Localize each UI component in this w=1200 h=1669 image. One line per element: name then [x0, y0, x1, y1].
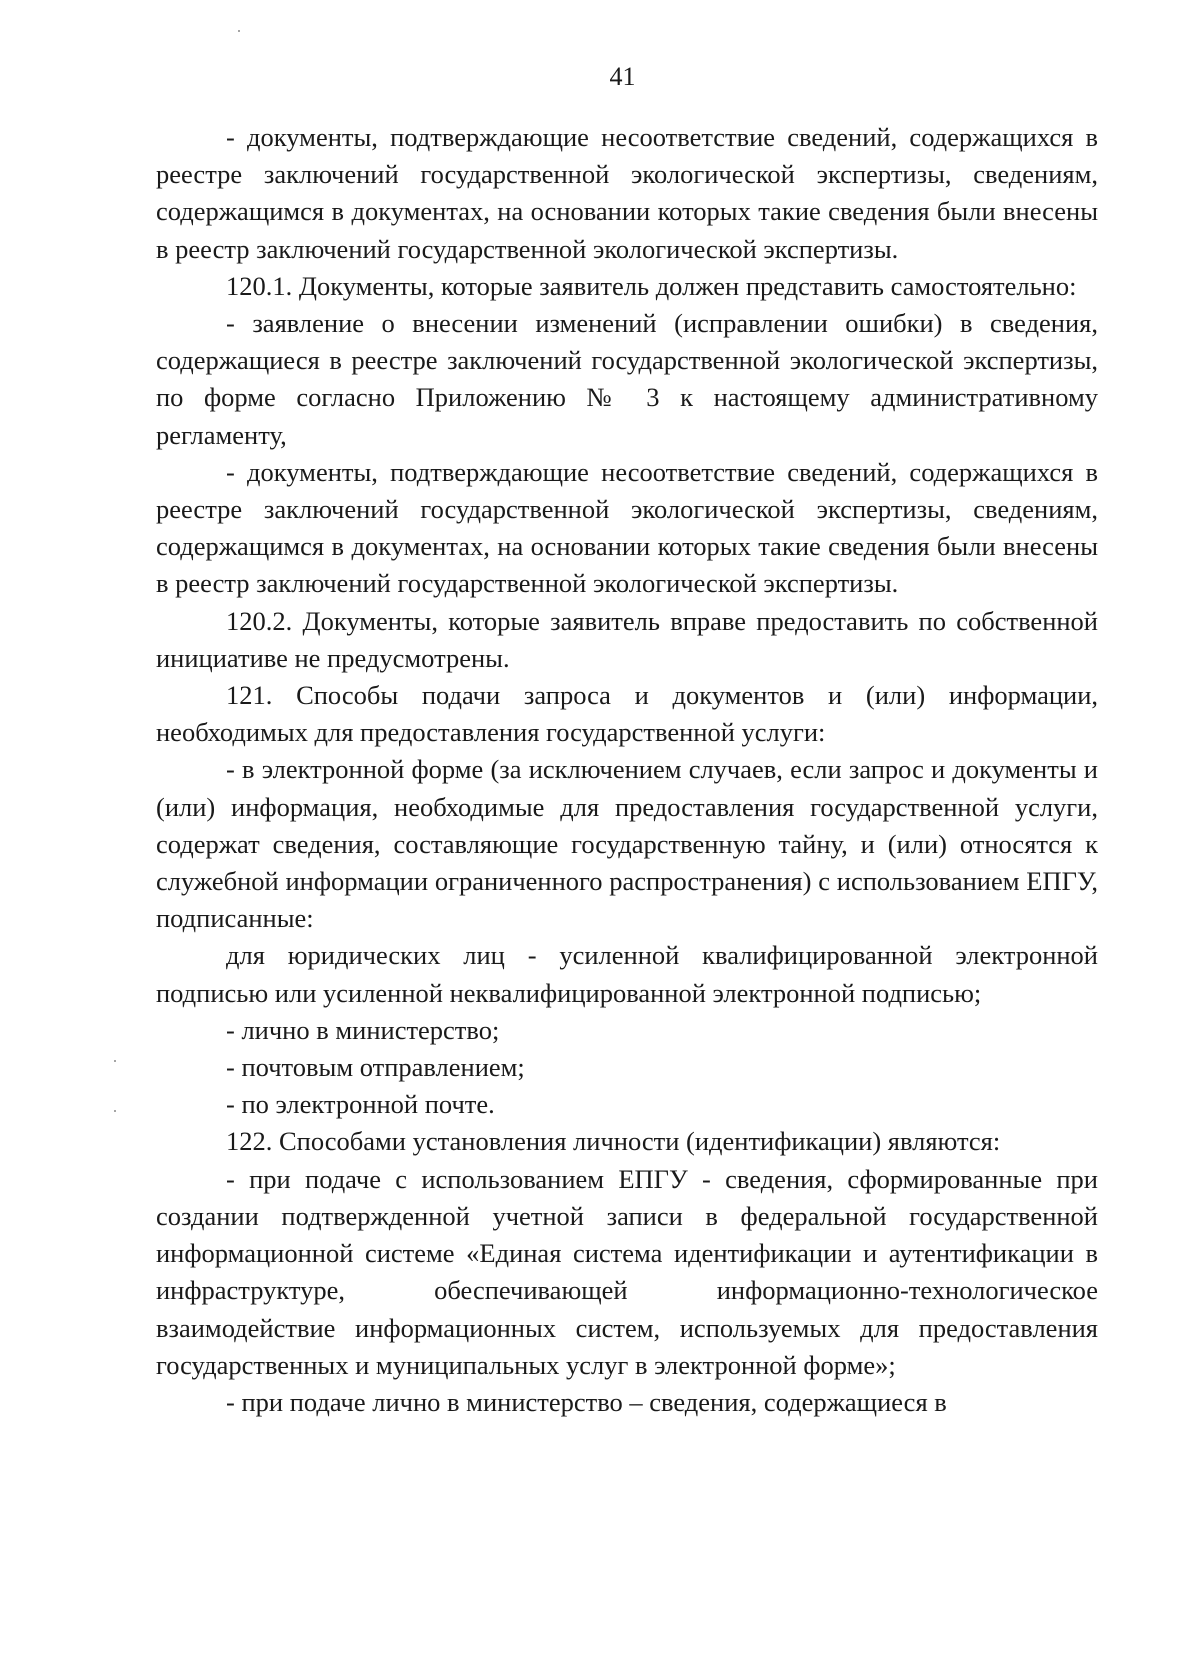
paragraph-1: - документы, подтверждающие несоответствие сведений, содержащихся в реестре заключений государственной экологической экспертизы, сведениям, содержащимся в документах, на основании которых такие сведения были внесены в реестр заключений государственной экологической экспертизы.: [156, 122, 1098, 264]
paragraph-8: для юридических лиц - усиленной квалифицированной электронной подписью или усиленной неквалифицированной электронной подписью;: [156, 940, 1098, 1008]
paragraph-14: - при подаче лично в министерство – сведения, содержащиеся в: [226, 1386, 947, 1417]
document-body: [156, 119, 1098, 1421]
scan-speck: [114, 1060, 116, 1062]
paragraph-3: - заявление о внесении изменений (исправлении ошибки) в сведения, содержащиеся в реестре заключений государственной экологической экспертизы, по форме согласно Приложению № 3 к настоящему административному регламенту,: [156, 308, 1098, 450]
paragraph-12: 122. Способами установления личности (идентификации) являются:: [226, 1126, 1001, 1157]
page-number: 41: [609, 62, 636, 91]
paragraph-9: - лично в министерство;: [226, 1014, 500, 1045]
paragraph-4: - документы, подтверждающие несоответствие сведений, содержащихся в реестре заключений государственной экологической экспертизы, сведениям, содержащимся в документах, на основании которых такие сведения были внесены в реестр заключений государственной экологической экспертизы.: [156, 456, 1098, 599]
paragraph-6: 121. Способы подачи запроса и документов и (или) информации, необходимых для предоставления государственной услуги:: [156, 680, 1098, 748]
scan-speck: [238, 30, 240, 32]
scan-speck: [114, 1110, 116, 1112]
paragraph-13: - при подаче с использованием ЕПГУ - сведения, сформированные при создании подтвержденной учетной записи в федеральной государственной информационной системе «Единая система идентификации и аутентификации в инфраструктуре, обеспечивающей информационно-технологическое взаимодействие информационных систем, используемых для предоставления государственных и муниципальных услуг в электронной форме»;: [156, 1163, 1098, 1380]
paragraph-11: - по электронной почте.: [226, 1089, 495, 1120]
paragraph-2: 120.1. Документы, которые заявитель должен представить самостоятельно:: [226, 270, 1077, 301]
paragraph-10: - почтовым отправлением;: [226, 1052, 525, 1083]
paragraph-5: 120.2. Документы, которые заявитель вправе предоставить по собственной инициативе не предусмотрены.: [156, 605, 1098, 673]
paragraph-7: - в электронной форме (за исключением случаев, если запрос и документы и (или) информация, необходимые для предоставления государственной услуги, содержат сведения, составляющие государственную тайну, и (или) относятся к служебной информации ограниченного распространения) с использованием ЕПГУ, подписанные:: [156, 754, 1098, 934]
